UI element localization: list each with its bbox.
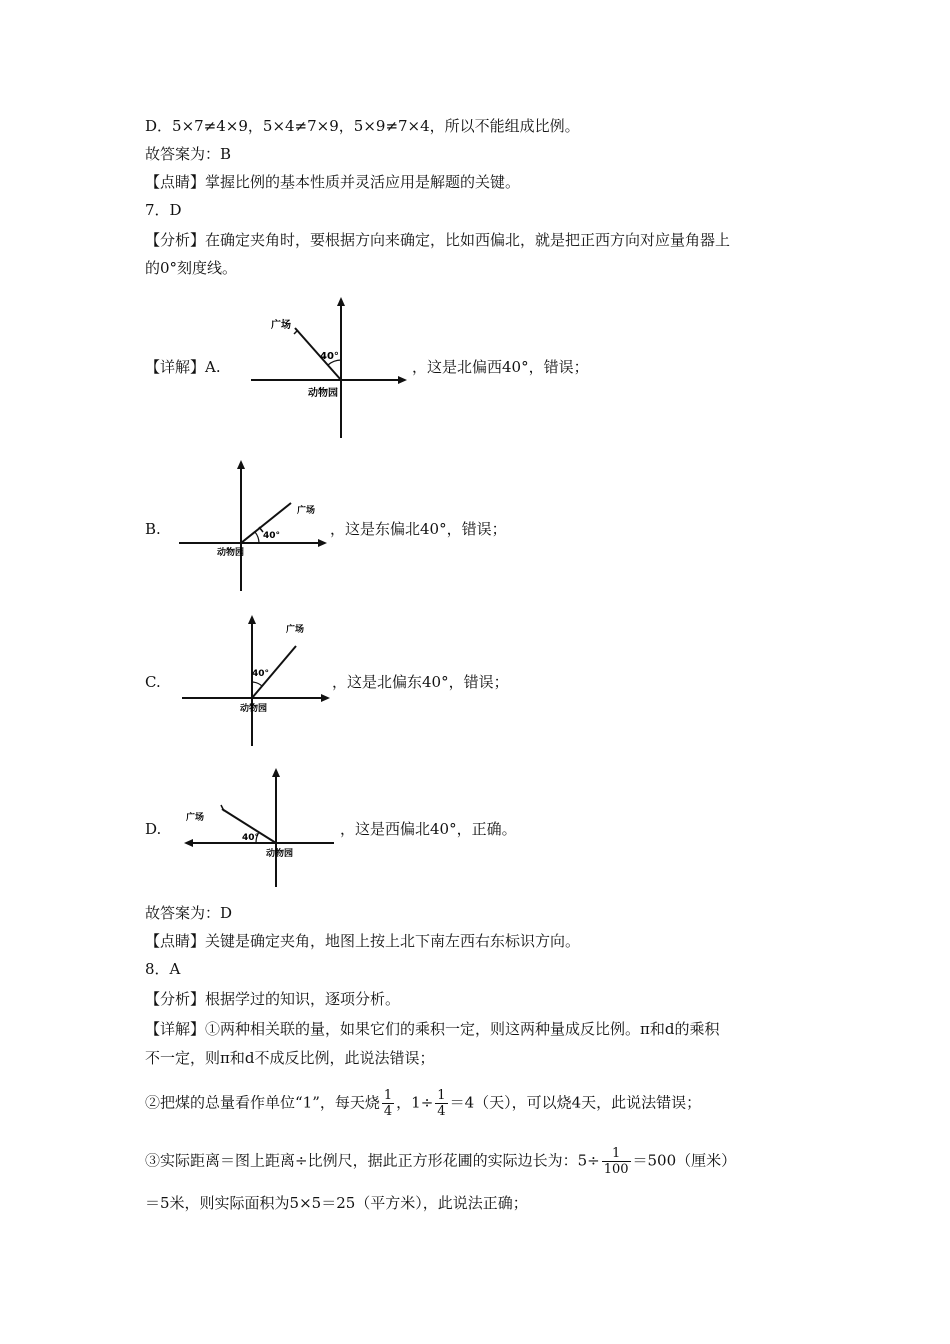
text-line-12: 【点睛】关键是确定夹角，地图上按上北下南左西右东标识方向。: [145, 932, 581, 950]
label-angle-c: 40°: [252, 669, 270, 679]
label-angle-b: 40°: [263, 531, 281, 541]
detail-a-suffix: ，这是北偏西40°，错误；: [412, 358, 589, 376]
text-line-1: D．5×7≠4×9，5×4≠7×9，5×9≠7×4，所以不能组成比例。: [145, 117, 580, 135]
label-square-c: 广场: [286, 625, 305, 635]
text-line-17: [145, 1088, 701, 1119]
text-line-16: 不一定，则π和d不成反比例，此说法错误；: [145, 1049, 435, 1067]
detail-c-prefix: C.: [145, 673, 161, 691]
line-18-part-a: ③实际距离＝图上距离÷比例尺，据此正方形花圃的实际边长为：5÷: [145, 1151, 600, 1170]
label-square-d: 广场: [186, 813, 205, 823]
diagram-option-a: [245, 292, 415, 442]
detail-d-prefix: D.: [145, 820, 162, 838]
line-18-part-b: ＝500（厘米）: [632, 1151, 737, 1170]
diagram-option-b: [175, 455, 335, 595]
question-7-answer: 7．D: [145, 201, 182, 219]
line-17-part-a: ②把煤的总量看作单位“1”，每天烧: [145, 1093, 380, 1112]
detail-b-suffix: ，这是东偏北40°，错误；: [330, 520, 507, 538]
label-square-b: 广场: [297, 506, 316, 516]
diagram-option-c: [178, 610, 338, 750]
text-line-19: ＝5米，则实际面积为5×5＝25（平方米），此说法正确；: [145, 1194, 528, 1212]
fraction-quarter-2: $\frac{1}{4}$: [437, 1088, 446, 1119]
detail-c-suffix: ，这是北偏东40°，错误；: [332, 673, 509, 691]
label-zoo-c: 动物园: [240, 704, 268, 714]
label-zoo-d: 动物园: [266, 849, 294, 859]
fraction-hundredth: $\frac{1}{100}$: [603, 1146, 629, 1177]
text-line-14: 【分析】根据学过的知识，逐项分析。: [145, 990, 401, 1008]
text-line-3: 【点睛】掌握比例的基本性质并灵活应用是解题的关键。: [145, 173, 521, 191]
text-line-2: 故答案为：B: [145, 145, 232, 163]
fraction-quarter-1: $\frac{1}{4}$: [383, 1088, 393, 1119]
label-zoo-b: 动物园: [217, 548, 245, 558]
text-line-15: 【详解】①两种相关联的量，如果它们的乘积一定，则这两种量成反比例。π和d的乘积: [145, 1020, 720, 1038]
text-line-18: [145, 1146, 736, 1177]
analysis-line-2: 的0°刻度线。: [145, 259, 238, 277]
diagram-option-d: [178, 765, 338, 890]
question-8-answer: 8．A: [145, 960, 181, 978]
text-line-11: 故答案为：D: [145, 904, 233, 922]
label-angle-d: 40°: [242, 833, 260, 843]
analysis-line-1: 【分析】在确定夹角时，要根据方向来确定，比如西偏北，就是把正西方向对应量角器上: [145, 231, 731, 249]
label-zoo-a: 动物园: [308, 388, 338, 399]
detail-d-suffix: ，这是西偏北40°，正确。: [340, 820, 517, 838]
line-17-part-c: ＝4（天），可以烧4天，此说法错误；: [449, 1093, 702, 1112]
detail-a-prefix: 【详解】A.: [145, 358, 221, 376]
label-square-a: 广场: [271, 320, 291, 331]
line-17-part-b: ，1÷: [396, 1093, 434, 1112]
label-angle-a: 40°: [320, 351, 339, 362]
detail-b-prefix: B.: [145, 520, 161, 538]
